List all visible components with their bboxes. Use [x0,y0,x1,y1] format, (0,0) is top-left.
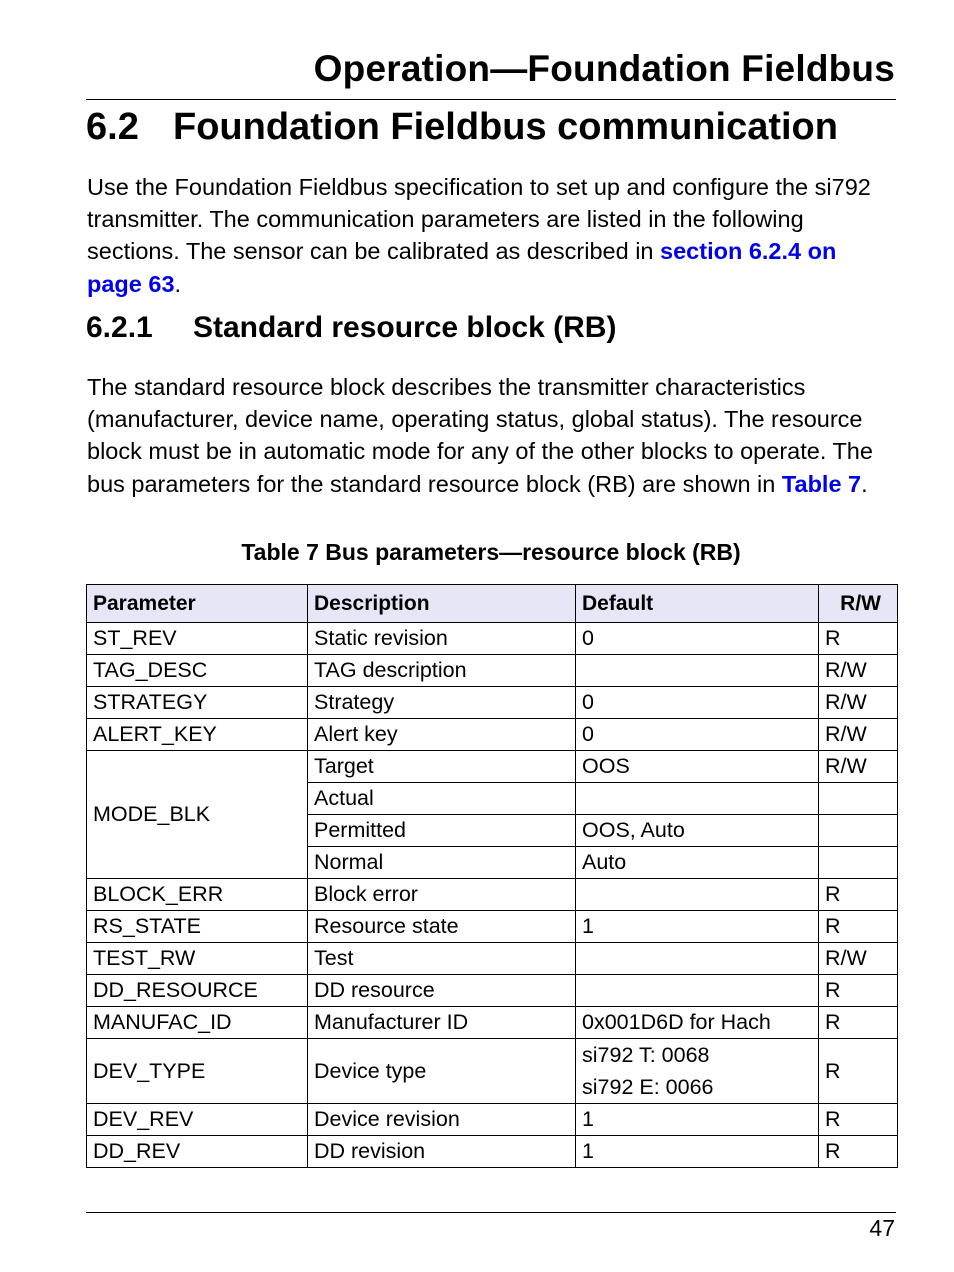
cell-parameter: ALERT_KEY [87,719,308,751]
cell-parameter: BLOCK_ERR [87,879,308,911]
cell-default [576,943,819,975]
cell-parameter: TAG_DESC [87,655,308,687]
cell-description: Strategy [308,687,576,719]
cell-description: DD resource [308,975,576,1007]
cell-description: Device type [308,1039,576,1104]
cell-default: 0 [576,687,819,719]
rb-period: . [861,470,868,497]
bus-parameters-table [86,584,898,1168]
cell-rw: R/W [819,751,898,783]
cell-parameter: ST_REV [87,623,308,655]
chapter-header: Operation—Foundation Fieldbus [313,48,895,89]
section-title: Foundation Fieldbus communication [173,106,838,148]
cell-rw: R/W [819,655,898,687]
cell-description: Test [308,943,576,975]
table-row [87,911,898,943]
table-row [87,1039,898,1104]
cell-rw [819,847,898,879]
cell-description: Target [308,751,576,783]
cell-rw [819,815,898,847]
cell-parameter: DD_RESOURCE [87,975,308,1007]
page-number: 47 [869,1215,895,1241]
cell-description: Permitted [308,815,576,847]
header-rw: R/W [819,585,898,623]
cell-description: Normal [308,847,576,879]
cell-parameter: MANUFAC_ID [87,1007,308,1039]
table-row [87,1104,898,1136]
cell-description: Actual [308,783,576,815]
table-row [87,655,898,687]
cell-rw: R [819,1007,898,1039]
table-link[interactable]: Table 7 [781,470,862,497]
subsection-title: Standard resource block (RB) [193,311,617,344]
header-rule [86,99,896,100]
subsection-number: 6.2.1 [86,311,153,344]
cell-description: Manufacturer ID [308,1007,576,1039]
cell-rw [819,783,898,815]
cell-rw: R [819,1136,898,1168]
cell-default [576,975,819,1007]
cell-parameter: STRATEGY [87,687,308,719]
table-header-row [87,585,898,623]
cell-description: Block error [308,879,576,911]
cell-description: Alert key [308,719,576,751]
cell-parameter: DEV_REV [87,1104,308,1136]
cell-parameter: RS_STATE [87,911,308,943]
intro-text: Use the Foundation Fieldbus specification to set up and configure the si792 transmitter. The communication parameters are listed in the following sections. The sensor can be calibrated as described in [87,174,871,265]
intro-period: . [174,270,182,297]
table-caption: Table 7 Bus parameters—resource block (RB) [241,539,741,565]
table-row [87,975,898,1007]
section-heading [86,106,838,149]
cell-description: DD revision [308,1136,576,1168]
rb-text: The standard resource block describes the transmitter characteristics (manufacturer, device name, operating status, global status). The resource block must be in automatic mode for any of the other blocks to operate. The bus parameters for the standard resource block (RB) are shown in [87,374,873,497]
default-line-2: si792 E: 0066 [582,1075,714,1099]
table-row [87,687,898,719]
cell-default: 1 [576,1104,819,1136]
cell-rw: R [819,975,898,1007]
table-row [87,1136,898,1168]
intro-paragraph [87,171,897,300]
header-default: Default [576,585,819,623]
header-description: Description [308,585,576,623]
cell-parameter: MODE_BLK [87,751,308,879]
subsection-heading [86,311,616,345]
cell-default: 0 [576,719,819,751]
cell-default [576,879,819,911]
table-row [87,879,898,911]
cell-rw: R [819,911,898,943]
table-row [87,623,898,655]
cell-default: 0 [576,623,819,655]
cell-default: OOS [576,751,819,783]
cell-parameter: DEV_TYPE [87,1039,308,1104]
cell-default: OOS, Auto [576,815,819,847]
cell-description: Static revision [308,623,576,655]
cell-default [576,1039,819,1104]
cell-rw: R/W [819,943,898,975]
section-number: 6.2 [86,106,139,148]
rb-paragraph [87,371,897,500]
table-row [87,943,898,975]
cell-rw: R [819,879,898,911]
section-link[interactable]: section 6.2.4 on page 63 [87,238,837,297]
cell-description: Device revision [308,1104,576,1136]
cell-description: Resource state [308,911,576,943]
cell-default [576,783,819,815]
cell-default [576,655,819,687]
cell-default: 1 [576,911,819,943]
cell-parameter: TEST_RW [87,943,308,975]
cell-default: 0x001D6D for Hach [576,1007,819,1039]
header-parameter: Parameter [87,585,308,623]
cell-rw: R [819,1039,898,1104]
cell-default: Auto [576,847,819,879]
table-row [87,719,898,751]
cell-description: TAG description [308,655,576,687]
cell-rw: R [819,1104,898,1136]
cell-rw: R [819,623,898,655]
table-row [87,1007,898,1039]
footer-rule [86,1212,896,1213]
cell-rw: R/W [819,687,898,719]
cell-rw: R/W [819,719,898,751]
cell-parameter: DD_REV [87,1136,308,1168]
table-row [87,751,898,783]
default-line-1: si792 T: 0068 [582,1043,710,1067]
cell-default: 1 [576,1136,819,1168]
